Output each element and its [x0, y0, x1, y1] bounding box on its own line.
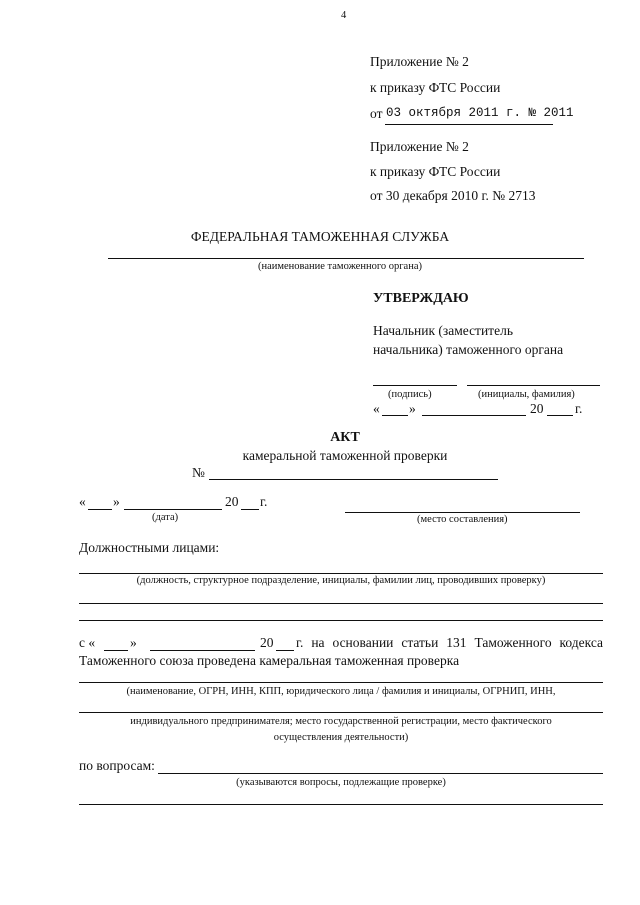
signature-caption: (подпись) — [388, 389, 432, 400]
act-number-sign: № — [192, 465, 205, 480]
questions-label: по вопросам: — [79, 758, 155, 773]
officials-label: Должностными лицами: — [79, 540, 220, 555]
questions-line-1 — [158, 773, 603, 774]
appendix-prev-title: Приложение № 2 — [370, 139, 469, 154]
officials-line-2 — [79, 603, 603, 604]
period-prefix: с « — [79, 635, 96, 650]
subject-line-2 — [79, 712, 603, 713]
agency-name: ФЕДЕРАЛЬНАЯ ТАМОЖЕННАЯ СЛУЖБА — [190, 229, 450, 244]
subject-caption-line3: осуществления деятельности) — [273, 732, 409, 743]
questions-caption: (указываются вопросы, подлежащие проверке) — [236, 777, 446, 788]
act-date-caption: (дата) — [152, 512, 179, 523]
act-day-line — [88, 509, 112, 510]
officials-line-3 — [79, 620, 603, 621]
agency-line — [108, 258, 584, 259]
appendix-prev-order-ref: к приказу ФТС России — [370, 164, 501, 179]
appendix-order-ref: к приказу ФТС России — [370, 80, 501, 95]
subject-line-1 — [79, 682, 603, 683]
approve-day-line — [382, 415, 408, 416]
officials-line-1 — [79, 573, 603, 574]
act-place-line — [345, 512, 580, 513]
approve-position-line1: Начальник (заместитель — [373, 323, 513, 338]
appendix-date-underline — [385, 124, 553, 125]
act-year-prefix: 20 — [225, 494, 239, 509]
period-text-line2: Таможенного союза проведена камеральная таможенная проверка — [79, 653, 460, 668]
appendix-title: Приложение № 2 — [370, 54, 469, 69]
questions-line-2 — [79, 804, 603, 805]
page-number: 4 — [341, 10, 347, 21]
act-date-close: » — [113, 494, 120, 509]
act-title: АКТ — [330, 430, 360, 445]
initials-line — [467, 385, 600, 386]
initials-caption: (инициалы, фамилия) — [478, 389, 575, 400]
appendix-prev-date: от 30 декабря 2010 г. № 2713 — [370, 188, 536, 203]
period-close: » — [130, 635, 137, 650]
approve-year-prefix: 20 — [530, 401, 544, 416]
approve-year-suffix: г. — [575, 401, 583, 416]
appendix-date-filled: 03 октября 2011 г. № 2011 — [386, 106, 574, 120]
subject-caption-line2: индивидуального предпринимателя; место государственной регистрации, место фактического — [130, 716, 552, 727]
period-year-prefix: 20 — [260, 635, 274, 650]
act-year-suffix: г. — [260, 494, 268, 509]
approve-heading: УТВЕРЖДАЮ — [373, 291, 469, 306]
signature-line — [373, 385, 457, 386]
appendix-date-prefix: от — [370, 106, 383, 121]
period-month-line — [150, 650, 255, 651]
act-place-caption: (место составления) — [417, 514, 508, 525]
approve-month-line — [422, 415, 526, 416]
approve-position-line2: начальника) таможенного органа — [373, 342, 564, 357]
approve-year-line — [547, 415, 573, 416]
period-year-line — [276, 650, 294, 651]
act-date-open: « — [79, 494, 86, 509]
act-month-line — [124, 509, 222, 510]
period-day-line — [104, 650, 128, 651]
approve-date-open: « — [373, 401, 380, 416]
act-subtitle: камеральной таможенной проверки — [242, 448, 448, 463]
subject-caption-line1: (наименование, ОГРН, ИНН, КПП, юридического лица / фамилия и инициалы, ОГРНИП, ИНН, — [126, 686, 556, 697]
period-text-line1: г. на основании статьи 131 Таможенного кодекса — [296, 635, 603, 650]
act-year-line — [241, 509, 259, 510]
act-number-line — [209, 479, 498, 480]
officials-caption: (должность, структурное подразделение, инициалы, фамилии лиц, проводивших проверку) — [136, 575, 546, 586]
agency-caption: (наименование таможенного органа) — [257, 261, 422, 272]
approve-date-close: » — [409, 401, 416, 416]
